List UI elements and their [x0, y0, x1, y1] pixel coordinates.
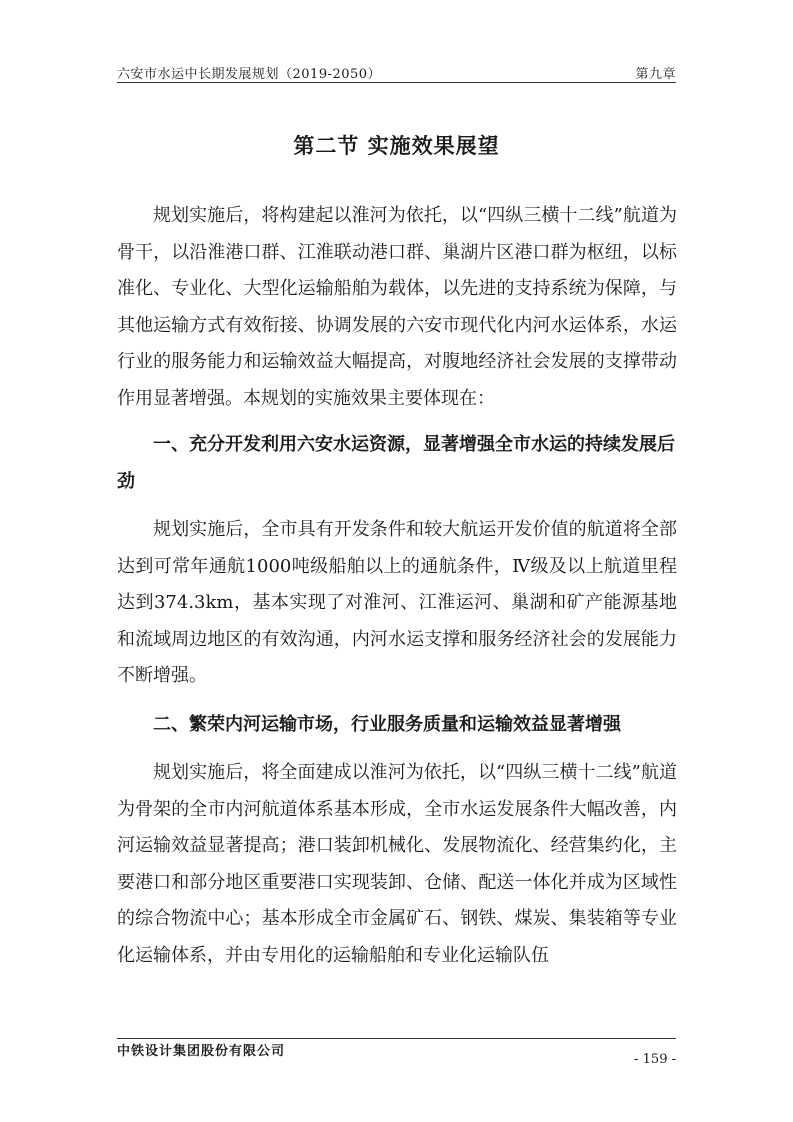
- paragraph-2: 规划实施后，将全面建成以淮河为依托，以“四纵三横十二线”航道为骨架的全市内河航道体系基本形成，全市水运发展条件大幅改善，内河运输效益显著提高；港口装卸机械化、发展物流化、经营集约化，主要港口和部分地区重要港口实现装卸、仓储、配送一体化并成为区域性的综合物流中心；基本形成全市金属矿石、钢铁、煤炭、集装箱等专业化运输体系，并由专用化的运输船舶和专业化运输队伍: [117, 762, 677, 966]
- header-divider: [117, 82, 676, 83]
- body-text: [117, 198, 677, 974]
- document-title: 六安市水运中长期发展规划（2019-2050）: [117, 67, 382, 82]
- section-title: 第二节 实施效果展望: [293, 133, 500, 158]
- page-footer: [117, 1040, 676, 1070]
- intro-paragraph: 规划实施后，将构建起以淮河为依托，以“四纵三横十二线”航道为骨干，以沿淮港口群、江淮联动港口群、巢湖片区港口群为枢纽，以标准化、专业化、大型化运输船舶为载体，以先进的支持系统为保障，与其他运输方式有效衔接、协调发展的六安市现代化内河水运体系，水运行业的服务能力和运输效益大幅提高，对腹地经济社会发展的支撑带动作用显著增强。本规划的实施效果主要体现在：: [117, 205, 677, 409]
- footer-divider: [117, 1038, 676, 1039]
- chapter-label: 第九章: [635, 67, 676, 82]
- subheading-1: 一、充分开发利用六安水运资源，显著增强全市水运的持续发展后劲: [117, 434, 675, 492]
- page-number: - 159 -: [634, 1052, 676, 1067]
- paragraph-1: 规划实施后，全市具有开发条件和较大航运开发价值的航道将全部达到可常年通航1000吨级船舶以上的通航条件，Ⅳ级及以上航道里程达到374.3km，基本实现了对淮河、江淮运河、巢湖和矿产能源基地和流域周边地区的有效沟通，内河水运支撑和服务经济社会的发展能力不断增强。: [117, 519, 677, 686]
- page-header: [117, 58, 676, 82]
- company-name: 中铁设计集团股份有限公司: [117, 1044, 286, 1059]
- subheading-2: 二、繁荣内河运输市场，行业服务质量和运输效益显著增强: [153, 713, 621, 735]
